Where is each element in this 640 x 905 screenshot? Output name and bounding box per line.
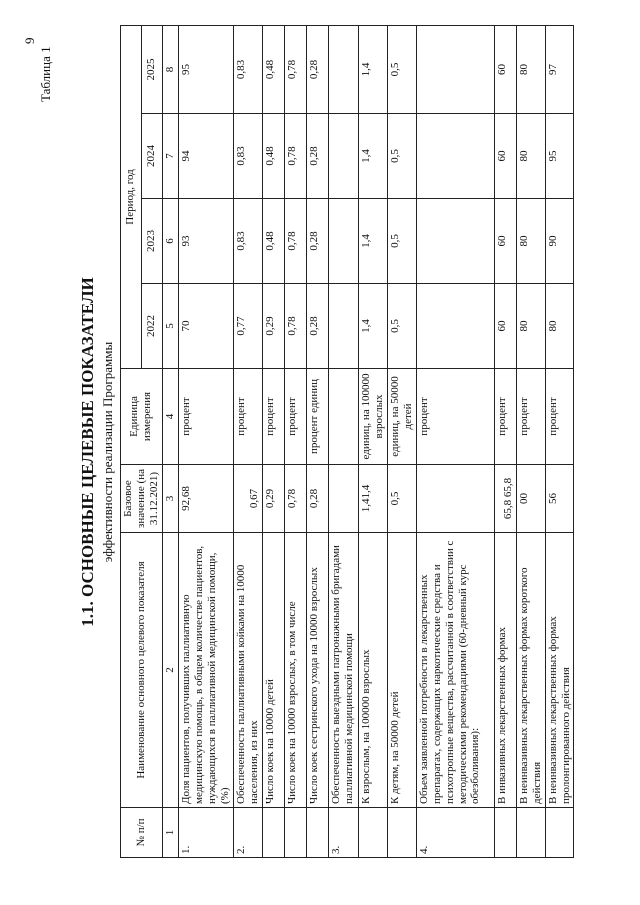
cell-v2024: 0,83 — [233, 114, 262, 199]
cell-name: Число коек сестринского ухода на 10000 взрослых — [306, 533, 328, 808]
cell-name: Число коек на 10000 детей — [262, 533, 284, 808]
table-row — [328, 25, 358, 857]
table-row — [416, 25, 494, 857]
cell-v2022 — [328, 284, 358, 369]
cell-name: Доля пациентов, получивших паллиативную медицинскую помощь, в общем количестве пациентов, нуждающихся в паллиативной медицинской помощи, (%) — [178, 533, 233, 808]
cell-v2025: 97 — [545, 25, 574, 113]
cell-v2023: 0,5 — [387, 199, 416, 284]
cell-num — [516, 808, 545, 858]
table-row — [494, 25, 516, 857]
cell-unit: единиц, на 50000 детей — [387, 369, 416, 465]
cell-v2023: 0,78 — [284, 199, 306, 284]
cell-v2023 — [328, 199, 358, 284]
cell-base: 65,8 65,8 — [494, 465, 516, 533]
page-title: 1.1. ОСНОВНЫЕ ЦЕЛЕВЫЕ ПОКАЗАТЕЛИ — [78, 277, 97, 627]
cell-v2024: 60 — [494, 114, 516, 199]
cell-v2022: 1,4 — [358, 284, 387, 369]
header-name: Наименование основного целевого показателя — [121, 533, 163, 808]
cell-base: 56 — [545, 465, 574, 533]
cell-num — [306, 808, 328, 858]
cell-v2025 — [416, 25, 494, 113]
cell-name: Обеспеченность выездными патронажными бригадами паллиативной медицинской помощи — [328, 533, 358, 808]
cell-base: 0,29 — [262, 465, 284, 533]
table-row — [387, 25, 416, 857]
col-number: 2 — [162, 533, 178, 808]
cell-v2025: 0,28 — [306, 25, 328, 113]
col-number: 4 — [162, 369, 178, 465]
header-year: 2023 — [141, 199, 162, 284]
cell-base: 0,5 — [387, 465, 416, 533]
cell-num — [494, 808, 516, 858]
page-number: 9 — [22, 37, 37, 44]
header-num: № п/п — [121, 808, 163, 858]
cell-base: 0,28 — [306, 465, 328, 533]
cell-base: 0,67 — [233, 465, 262, 533]
rotated-page — [20, 22, 580, 882]
cell-unit: процент — [284, 369, 306, 465]
cell-v2024: 80 — [516, 114, 545, 199]
cell-num — [358, 808, 387, 858]
cell-v2022: 0,77 — [233, 284, 262, 369]
col-number: 6 — [162, 199, 178, 284]
cell-name: Обеспеченность паллиативными койками на 10000 населения, из них — [233, 533, 262, 808]
cell-unit: процент — [178, 369, 233, 465]
cell-v2022: 0,28 — [306, 284, 328, 369]
cell-v2022: 0,78 — [284, 284, 306, 369]
header-year: 2024 — [141, 114, 162, 199]
cell-num — [387, 808, 416, 858]
cell-v2025: 80 — [516, 25, 545, 113]
cell-v2024: 1,4 — [358, 114, 387, 199]
cell-v2025: 0,5 — [387, 25, 416, 113]
cell-v2023: 0,28 — [306, 199, 328, 284]
cell-v2023: 80 — [516, 199, 545, 284]
cell-v2024: 94 — [178, 114, 233, 199]
cell-v2025: 95 — [178, 25, 233, 113]
cell-v2024: 0,48 — [262, 114, 284, 199]
cell-base: 1,41,4 — [358, 465, 387, 533]
cell-v2022: 0,29 — [262, 284, 284, 369]
table-row — [545, 25, 574, 857]
cell-unit: процент — [262, 369, 284, 465]
cell-name: В неинвазивных лекарственных формах короткого действия — [516, 533, 545, 808]
cell-name: К взрослым, на 100000 взрослых — [358, 533, 387, 808]
header-year: 2022 — [141, 284, 162, 369]
cell-unit: процент — [233, 369, 262, 465]
cell-v2022: 80 — [516, 284, 545, 369]
cell-v2024 — [328, 114, 358, 199]
cell-v2024: 95 — [545, 114, 574, 199]
cell-base: 92,68 — [178, 465, 233, 533]
cell-v2022: 60 — [494, 284, 516, 369]
col-number: 7 — [162, 114, 178, 199]
cell-unit: процент — [516, 369, 545, 465]
cell-v2023: 0,48 — [262, 199, 284, 284]
cell-v2022: 70 — [178, 284, 233, 369]
cell-num: 1. — [178, 808, 233, 858]
table-label: Таблица 1 — [38, 46, 53, 102]
cell-unit — [328, 369, 358, 465]
cell-v2023: 93 — [178, 199, 233, 284]
cell-name: Число коек на 10000 взрослых, в том числе — [284, 533, 306, 808]
table-row — [178, 25, 233, 857]
table-row — [516, 25, 545, 857]
table-row — [262, 25, 284, 857]
cell-v2023: 90 — [545, 199, 574, 284]
cell-num — [262, 808, 284, 858]
table-row — [233, 25, 262, 857]
cell-v2022: 80 — [545, 284, 574, 369]
cell-unit: процент — [494, 369, 516, 465]
cell-name: К детям, на 50000 детей — [387, 533, 416, 808]
col-number: 3 — [162, 465, 178, 533]
table-row — [306, 25, 328, 857]
header-period: Период, год — [121, 25, 142, 368]
targets-table — [120, 25, 574, 858]
page-subtitle: эффективности реализации Программы — [100, 341, 115, 563]
col-number: 5 — [162, 284, 178, 369]
cell-num: 2. — [233, 808, 262, 858]
cell-v2023: 0,83 — [233, 199, 262, 284]
cell-v2025: 0,78 — [284, 25, 306, 113]
cell-num — [284, 808, 306, 858]
cell-name: В инвазивных лекарственных формах — [494, 533, 516, 808]
cell-unit: единиц, на 100000 взрослых — [358, 369, 387, 465]
column-number-row — [162, 25, 178, 857]
cell-v2025: 1,4 — [358, 25, 387, 113]
cell-name: Объем заявленной потребности в лекарственных препаратах, содержащих наркотические средства и психотропные вещества, рассчитанной в соответствии с методическими рекомендациями (60-дневный курс обезболивания): — [416, 533, 494, 808]
cell-v2023 — [416, 199, 494, 284]
cell-v2025: 0,48 — [262, 25, 284, 113]
cell-v2024 — [416, 114, 494, 199]
cell-num — [545, 808, 574, 858]
cell-base: 0,78 — [284, 465, 306, 533]
cell-name: В неинвазивных лекарственных формах пролонгированного действия — [545, 533, 574, 808]
cell-unit: процент единиц — [306, 369, 328, 465]
cell-unit: процент — [416, 369, 494, 465]
cell-v2022 — [416, 284, 494, 369]
header-base: Базовое значение (на 31.12.2021) — [121, 465, 163, 533]
cell-v2023: 60 — [494, 199, 516, 284]
table-row — [358, 25, 387, 857]
cell-v2023: 1,4 — [358, 199, 387, 284]
cell-base — [416, 465, 494, 533]
cell-num: 4. — [416, 808, 494, 858]
cell-v2022: 0,5 — [387, 284, 416, 369]
header-year: 2025 — [141, 25, 162, 113]
cell-num: 3. — [328, 808, 358, 858]
header-unit: Единица измерения — [121, 369, 163, 465]
cell-v2024: 0,5 — [387, 114, 416, 199]
cell-v2025 — [328, 25, 358, 113]
cell-v2024: 0,28 — [306, 114, 328, 199]
table-row — [284, 25, 306, 857]
cell-v2025: 0,83 — [233, 25, 262, 113]
cell-base — [328, 465, 358, 533]
col-number: 8 — [162, 25, 178, 113]
cell-v2025: 60 — [494, 25, 516, 113]
col-number: 1 — [162, 808, 178, 858]
cell-v2024: 0,78 — [284, 114, 306, 199]
cell-unit: процент — [545, 369, 574, 465]
cell-base: 00 — [516, 465, 545, 533]
